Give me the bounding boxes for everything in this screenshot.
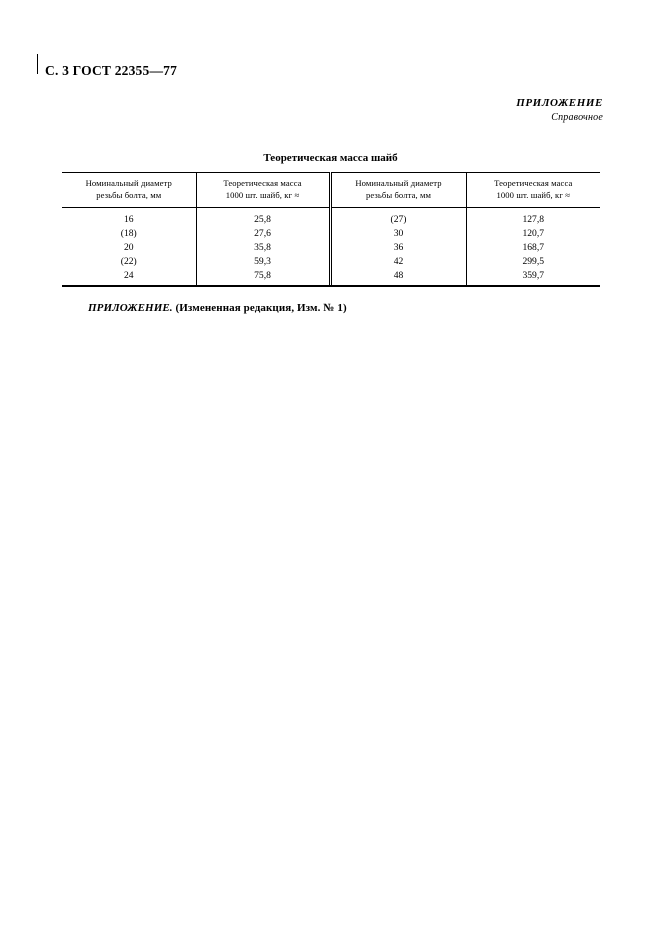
cell-diameter-1: 24: [123, 269, 134, 281]
cell-diameter-1: (18): [120, 228, 137, 240]
cell-diameter-1: (22): [120, 255, 137, 267]
page-margin-rule: [37, 54, 38, 74]
cell-mass-2: 168,7: [466, 241, 600, 255]
cell-mass-1: 35,8: [196, 241, 330, 255]
standard-number: ГОСТ 22355—77: [72, 63, 178, 78]
page-header: [45, 63, 177, 79]
table-body: [62, 208, 600, 286]
cell-diameter-1: 16: [123, 214, 134, 226]
cell-diameter-2: 42: [330, 255, 466, 269]
masses-table: [62, 172, 600, 285]
cell-diameter-2: 30: [330, 227, 466, 241]
cell-mass-2: 120,7: [466, 227, 600, 241]
column-header-diameter-1: Номинальный диаметр резьбы болта, мм: [62, 173, 196, 208]
cell-mass-1: 25,8: [196, 208, 330, 227]
cell-mass-2: 299,5: [466, 255, 600, 269]
column-header-mass-1: Теоретическая масса 1000 шт. шайб, кг ≈: [196, 173, 330, 208]
appendix-title: ПРИЛОЖЕНИЕ: [516, 97, 603, 109]
table-row: [62, 269, 600, 286]
table-caption: Теоретическая масса шайб: [263, 152, 398, 164]
cell-diameter-2: 36: [330, 241, 466, 255]
column-header-mass-2: Теоретическая масса 1000 шт. шайб, кг ≈: [466, 173, 600, 208]
cell-diameter-2: 48: [330, 269, 466, 286]
table-header-row: [62, 173, 600, 208]
cell-mass-2: 127,8: [466, 208, 600, 227]
table-row: [62, 208, 600, 227]
revision-note-lead: ПРИЛОЖЕНИЕ.: [88, 302, 173, 314]
table-row: [62, 255, 600, 269]
masses-table-wrapper: [62, 172, 600, 287]
revision-note: [88, 302, 347, 314]
table-row: [62, 227, 600, 241]
cell-mass-2: 359,7: [466, 269, 600, 286]
appendix-heading: [516, 96, 603, 124]
table-bottom-rule: [62, 285, 600, 287]
appendix-subtitle: Справочное: [551, 111, 603, 123]
cell-diameter-1: 20: [123, 241, 134, 253]
table-row: [62, 241, 600, 255]
cell-mass-1: 59,3: [196, 255, 330, 269]
cell-mass-1: 75,8: [196, 269, 330, 286]
revision-note-rest: (Измененная редакция, Изм. № 1): [172, 302, 347, 314]
column-header-diameter-2: Номинальный диаметр резьбы болта, мм: [330, 173, 466, 208]
cell-mass-1: 27,6: [196, 227, 330, 241]
cell-diameter-2: (27): [330, 208, 466, 227]
page-number: С. 3: [45, 63, 70, 78]
